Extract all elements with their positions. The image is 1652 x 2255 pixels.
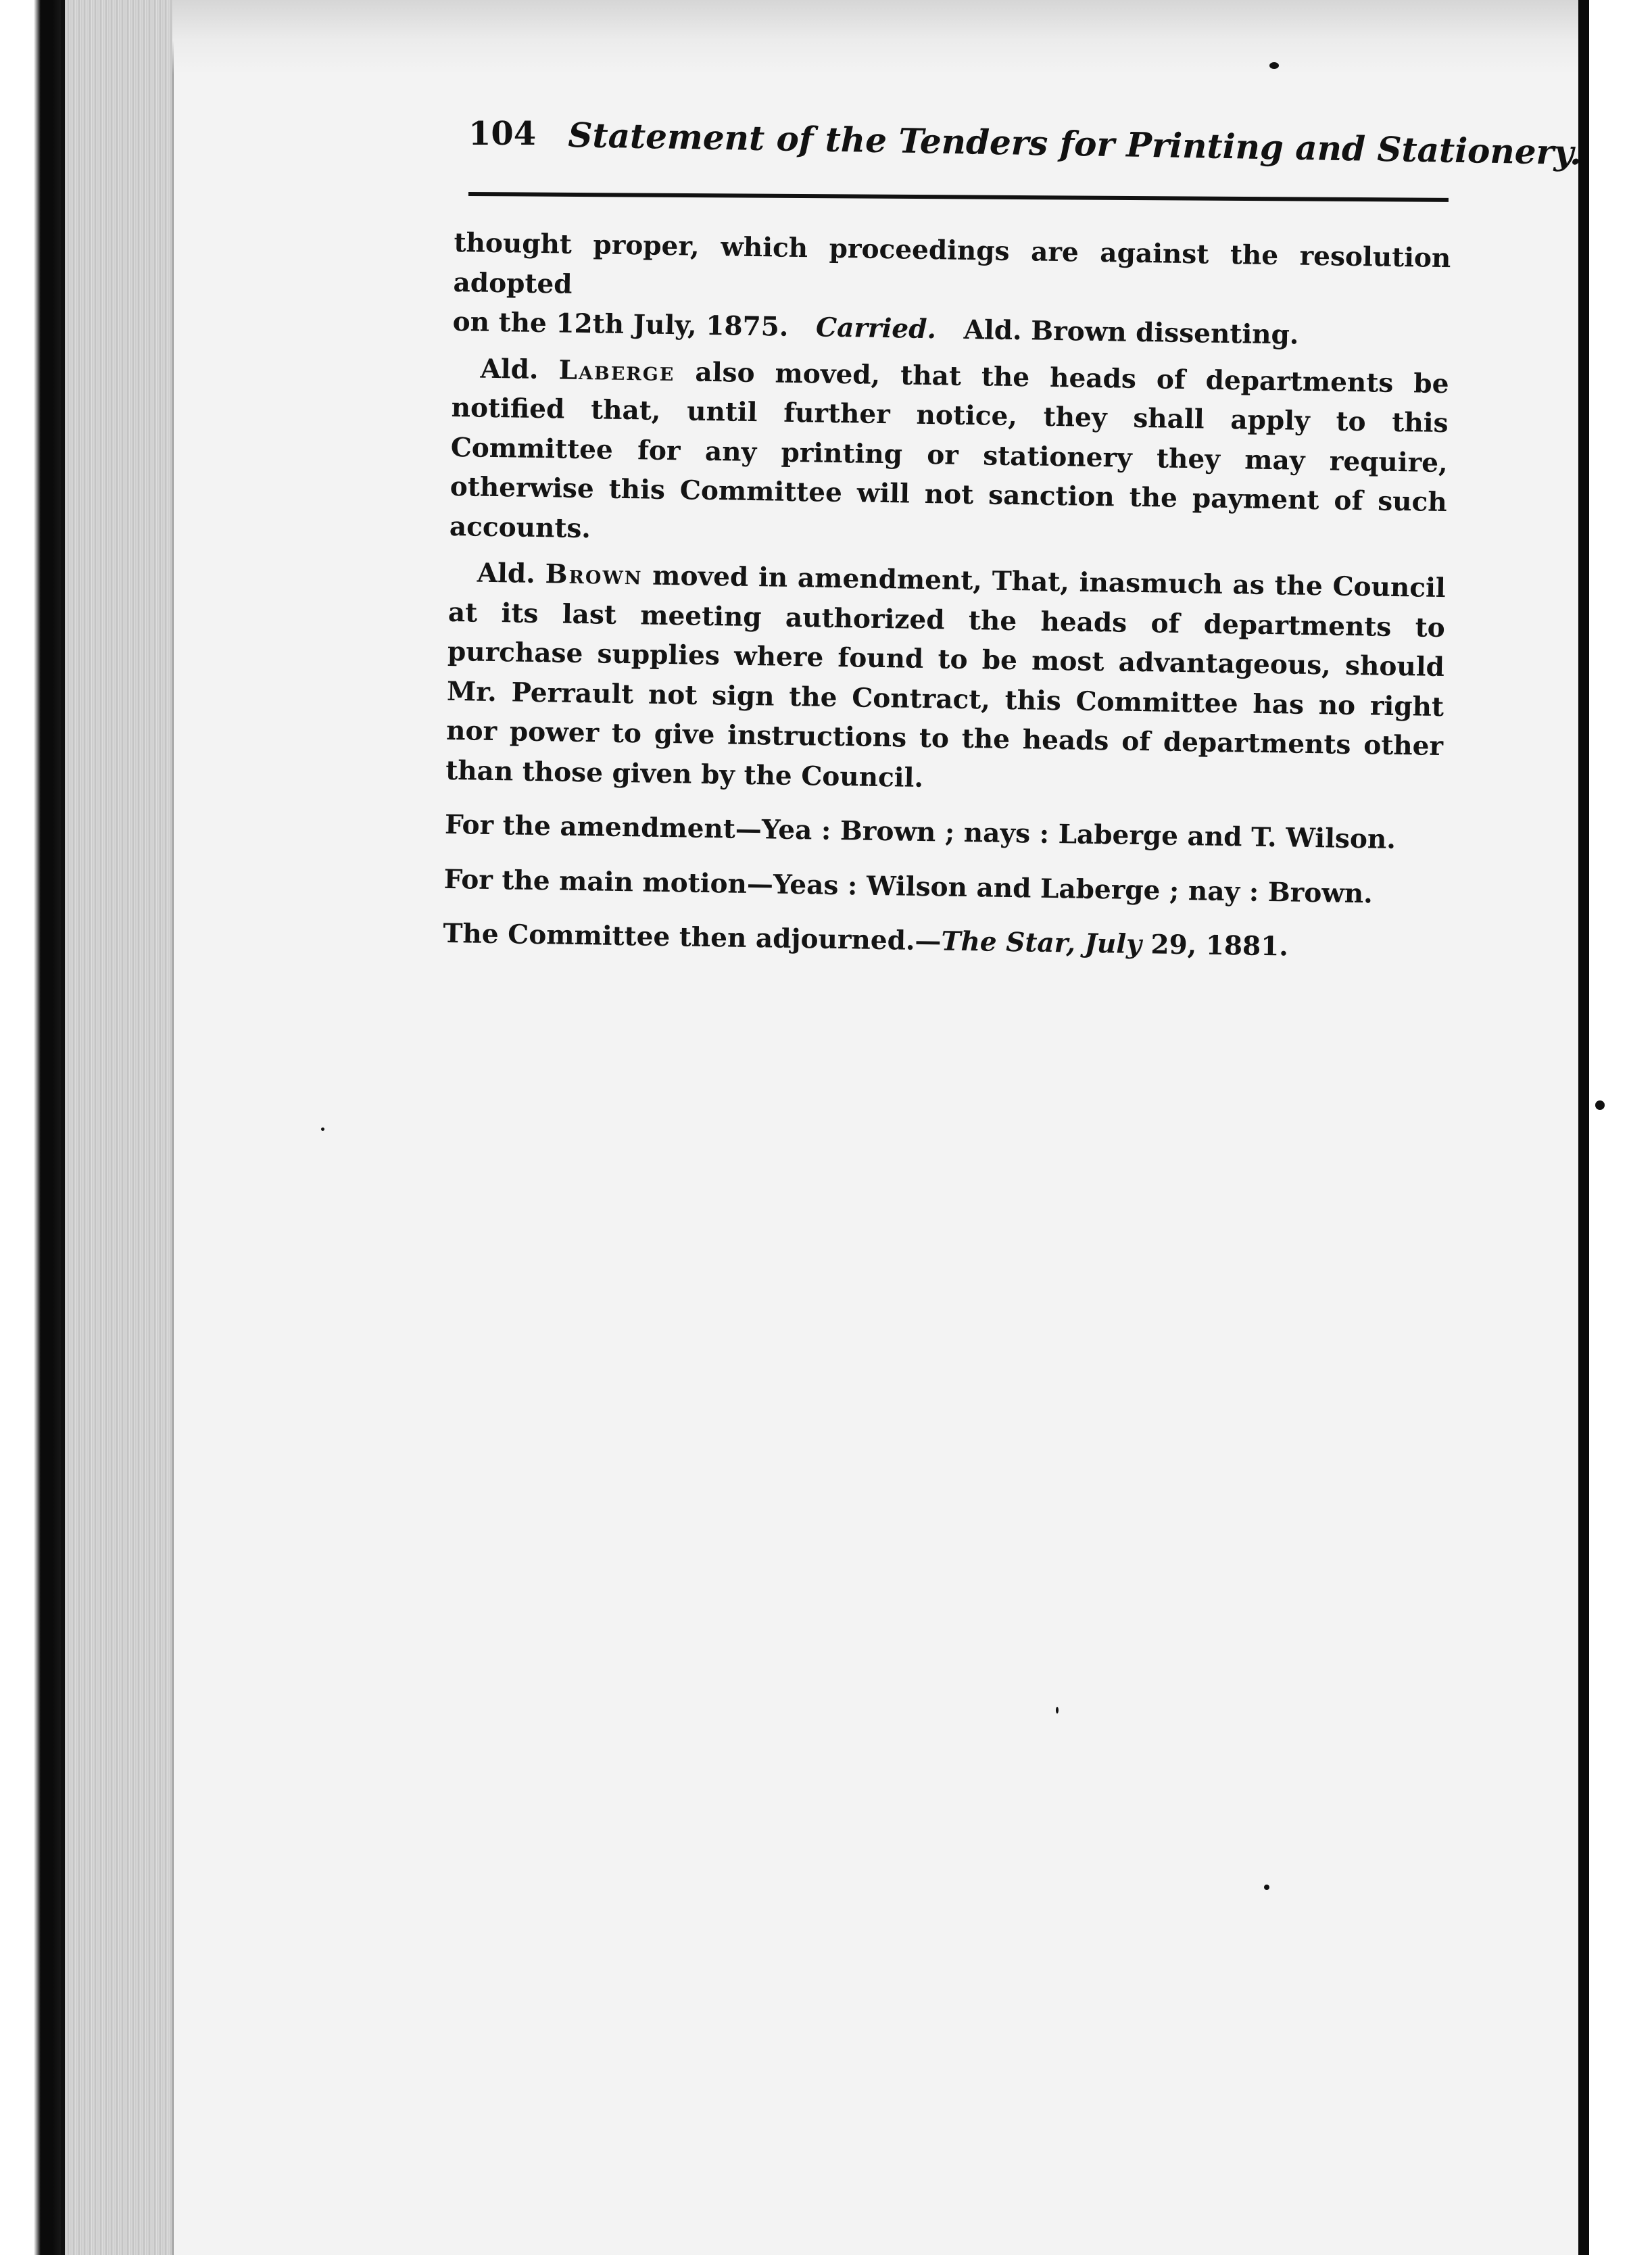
paragraph-prefix: Ald. — [480, 353, 539, 385]
closing-text: The Committee then adjourned.— — [443, 917, 942, 957]
scan-speck — [321, 1128, 324, 1131]
paragraph-brown-amendment — [445, 553, 1446, 806]
paragraph-text: on the 12th July, 1875. — [452, 306, 789, 343]
alderman-name: Laberge — [558, 354, 675, 387]
body-text — [443, 223, 1451, 984]
alderman-name: Brown — [545, 558, 643, 591]
closing-source: The Star, July — [941, 925, 1142, 961]
running-title: Statement of the Tenders for Printing and Stationery. — [567, 115, 1582, 173]
scan-speck — [1269, 62, 1279, 69]
vote-text: For the amendment—Yea : Brown ; nays : Laberge and T. Wilson. — [444, 808, 1396, 855]
right-page-edge — [1578, 0, 1589, 2255]
scan-speck — [1056, 1707, 1059, 1714]
vote-text: For the main motion—Yeas : Wilson and Laberge ; nay : Brown. — [443, 863, 1374, 909]
paragraph-prefix: Ald. — [477, 557, 536, 589]
paragraph-text: moved in amendment, That, inasmuch as the Council at its last meeting authorized the heads of departments to purchase supplies where found to be most advantageous, should Mr. Perrault not sign the Contract, this Committee has no right nor power to give instructions to the heads of departments other than those given by the Council. — [445, 560, 1447, 794]
italic-text: Carried. — [815, 312, 937, 345]
page-header — [468, 115, 1582, 189]
scan-speck — [1595, 1100, 1605, 1110]
paragraph-laberge-motion — [449, 348, 1449, 562]
page-number: 104 — [468, 115, 537, 153]
page-top-shadow — [172, 0, 1578, 74]
paragraph-continuation — [453, 223, 1451, 318]
closing-line — [443, 914, 1440, 969]
paragraph-text: thought proper, which proceedings are against the resolution adopted — [453, 226, 1451, 300]
closing-date: 29, 1881. — [1150, 929, 1289, 963]
page-edges — [61, 0, 182, 2255]
vote-amendment-line — [445, 805, 1442, 860]
scan-speck — [1264, 1885, 1269, 1890]
paragraph-text: Ald. Brown dissenting. — [963, 314, 1299, 351]
paragraph-text: also moved, that the heads of departments be notified that, until further notice, they shall apply to this Committee for any printing or stationery they may require, otherwise this Committee will not sanction the payment of such accounts. — [449, 356, 1449, 544]
vote-main-line — [443, 859, 1441, 915]
